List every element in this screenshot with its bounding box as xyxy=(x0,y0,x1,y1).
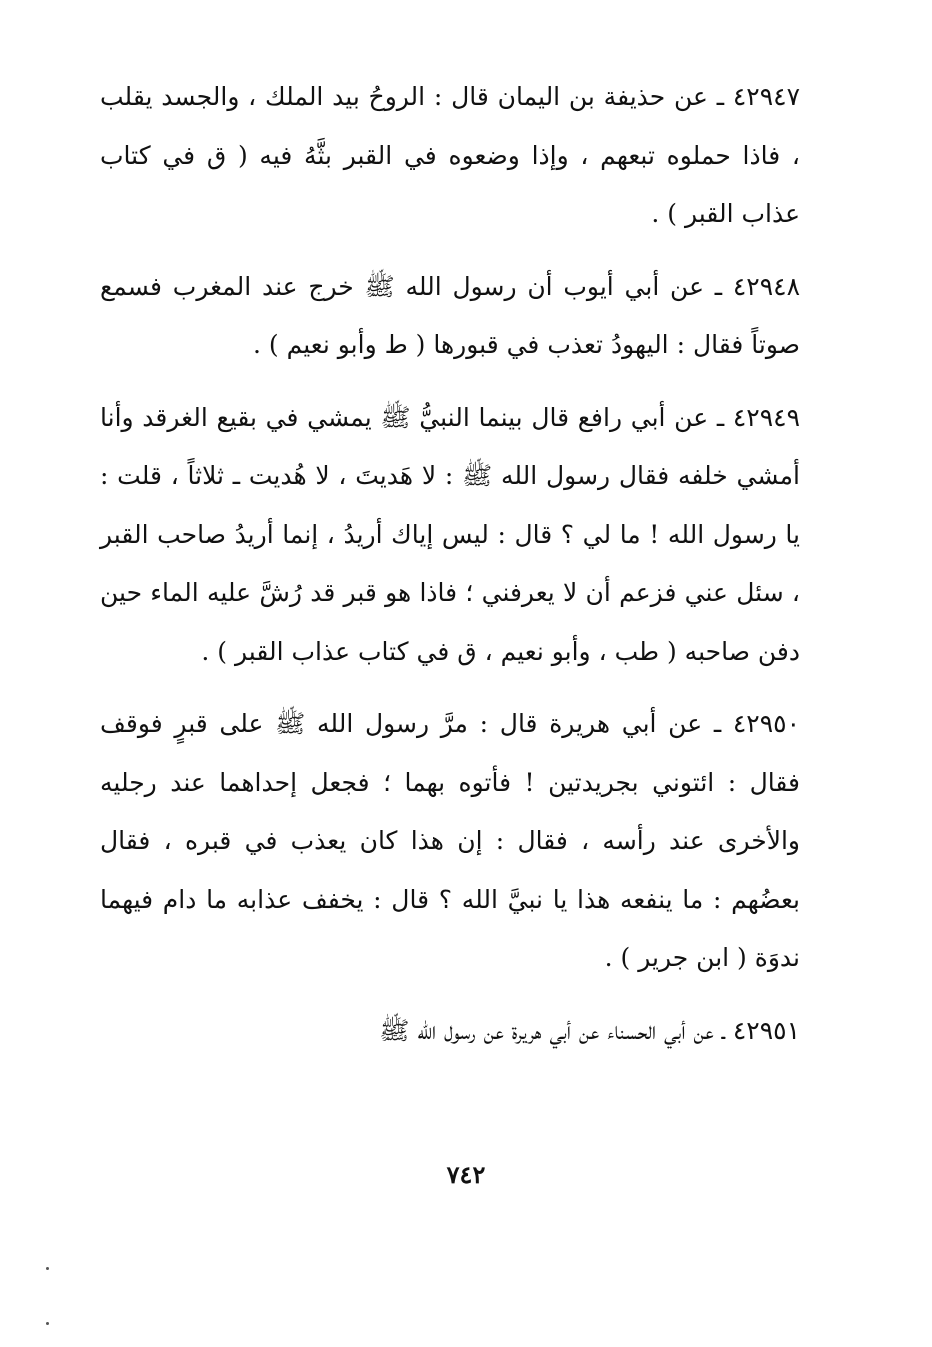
hadith-text: ـ عن أبي الحسناء عن أبي هريرة عن رسول الله ﷺ xyxy=(379,1015,733,1045)
hadith-number: ٤٢٩٤٧ xyxy=(732,82,800,111)
hadith-number: ٤٢٩٥١ xyxy=(732,1015,800,1045)
hadith-entry-42947 xyxy=(100,68,800,244)
hadith-text: ـ عن حذيفة بن اليمان قال : الروحُ بيد الملك ، والجسد يقلب ، فاذا حملوه تبعهم ، وإذا وضعوه في القبر بثَّهُ فيه ( ق في كتاب عذاب القبر ) . xyxy=(100,82,800,228)
hadith-number: ٤٢٩٤٨ xyxy=(732,271,800,301)
page-number: ٧٤٢ xyxy=(446,1160,486,1189)
scan-speck xyxy=(46,1322,49,1325)
hadith-text: ـ عن أبي أيوب أن رسول الله ﷺ خرج عند المغرب فسمع صوتاً فقال : اليهودُ تعذب في قبورها ( ط وأبو نعيم ) . xyxy=(100,271,800,359)
hadith-text: ـ عن أبي هريرة قال : مرَّ رسول الله ﷺ على قبرٍ فوقف فقال : ائتوني بجريدتين ! فأتوه بهما ؛ فجعل إحداهما عند رجليه والأخرى عند رأسه ، فقال : إن هذا كان يعذب في قبره ، فقال بعضُهم : ما ينفعه هذا يا نبيَّ الله ؟ قال : يخفف عذابه ما دام فيهما ندوَة ( ابن جرير ) . xyxy=(100,709,800,972)
hadith-number: ٤٢٩٥٠ xyxy=(732,709,800,738)
hadith-entry-42949 xyxy=(100,389,800,682)
hadith-entry-42950 xyxy=(100,695,800,988)
hadith-entry-42951 xyxy=(100,1002,800,1061)
hadith-text-block xyxy=(100,68,800,1074)
scan-speck xyxy=(46,1267,49,1270)
hadith-text: ـ عن أبي رافع قال بينما النبيُّ ﷺ يمشي في بقيع الغرقد وأنا أمشي خلفه فقال رسول الله ﷺ : لا هَديتَ ، لا هُديت ـ ثلاثاً ، قلت : يا رسول الله ! ما لي ؟ قال : ليس إياك أريدُ ، إنما أريدُ صاحب القبر ، سئل عني فزعم أن لا يعرفني ؛ فاذا هو قبر قد رُشَّ عليه الماء حين دفن صاحبه ( طب ، وأبو نعيم ، ق في كتاب عذاب القبر ) . xyxy=(100,402,800,666)
hadith-entry-42948 xyxy=(100,258,800,375)
hadith-number: ٤٢٩٤٩ xyxy=(732,402,800,432)
